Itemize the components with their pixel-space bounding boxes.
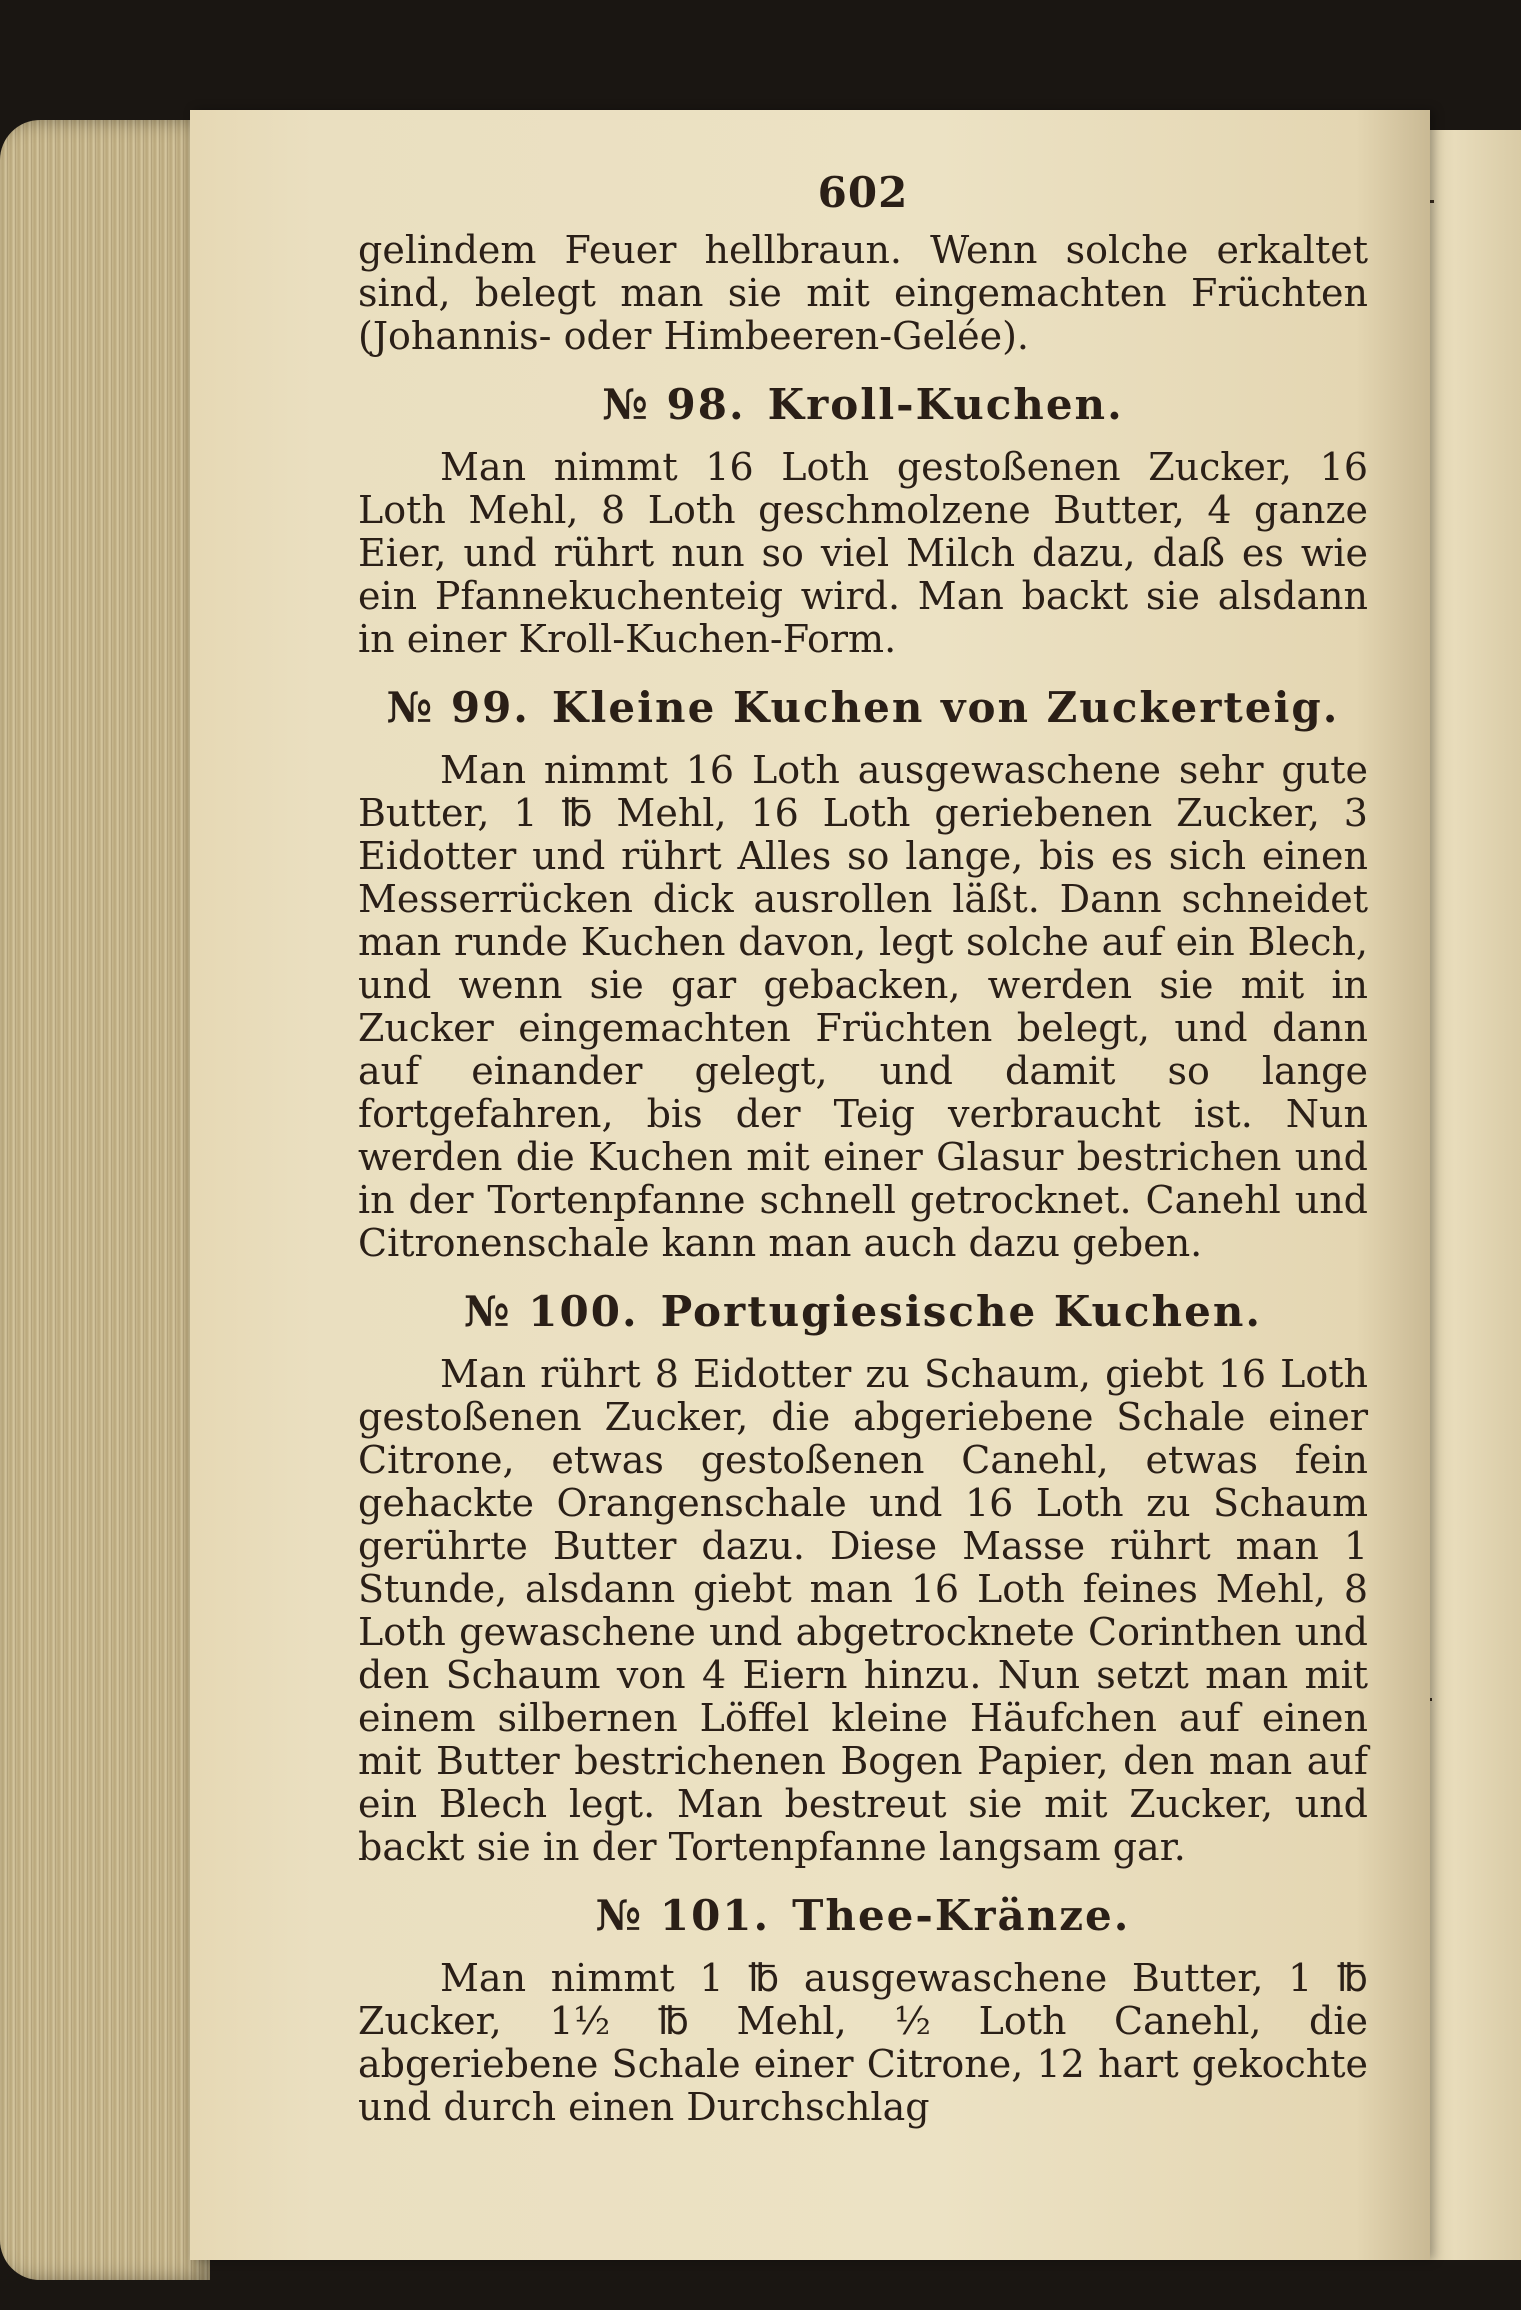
recipe-heading-99 [358,683,1368,733]
recipe-number: № 98. [602,380,746,429]
recipe-title: Kleine Kuchen von Zuckerteig. [551,683,1340,732]
recipe-number: № 101. [595,1891,771,1940]
book-page-edges [0,120,210,2280]
recipe-number: № 99. [386,683,530,732]
recipe-title: Kroll-Kuchen. [767,380,1124,429]
page-text [358,168,1368,2129]
recipe-body-100: Man rührt 8 Eidotter zu Schaum, giebt 16 Loth gestoßenen Zucker, die abgeriebene Schale einer Citrone, etwas gestoßenen Canehl, etwas fein gehackte Orangenschale und 16 Loth zu Schaum gerührte Butter dazu. Diese Masse rührt man 1 Stunde, alsdann giebt man 16 Loth feines Mehl, 8 Loth gewaschene und abgetrocknete Corinthen und den Schaum von 4 Eiern hinzu. Nun setzt man mit einem silbernen Löffel kleine Häufchen auf einen mit Butter bestrichenen Bogen Papier, den man auf ein Blech legt. Man bestreut sie mit Zucker, und backt sie in der Tortenpfanne langsam gar. [358,1352,1368,1869]
recipe-title: Thee-Kränze. [792,1891,1131,1940]
recipe-title: Portugiesische Kuchen. [660,1287,1262,1336]
page-number: 602 [817,168,909,217]
paragraph-continued: gelindem Feuer hellbraun. Wenn solche erkaltet sind, belegt man sie mit eingemachten Früchten (Johannis- oder Himbeeren-Gelée). [358,228,1368,358]
recipe-number: № 100. [464,1287,639,1336]
recipe-heading-101 [358,1891,1368,1941]
recipe-body-99: Man nimmt 16 Loth ausgewaschene sehr gute Butter, 1 ℔ Mehl, 16 Loth geriebenen Zucker, 3 Eidotter und rührt Alles so lange, bis es sich einen Messerrücken dick ausrollen läßt. Dann schneidet man runde Kuchen davon, legt solche auf ein Blech, und wenn sie gar gebacken, werden sie mit in Zucker eingemachten Früchten belegt, und dann auf einander gelegt, und damit so lange fortgefahren, bis der Teig verbraucht ist. Nun werden die Kuchen mit einer Glasur bestrichen und in der Tortenpfanne schnell getrocknet. Canehl und Citronenschale kann man auch dazu geben. [358,748,1368,1265]
recipe-heading-98 [358,380,1368,430]
recipe-heading-100 [358,1287,1368,1337]
recipe-body-98: Man nimmt 16 Loth gestoßenen Zucker, 16 Loth Mehl, 8 Loth geschmolzene Butter, 4 ganze Eier, und rührt nun so viel Milch dazu, daß es wie ein Pfannekuchenteig wird. Man backt sie alsdann in einer Kroll-Kuchen-Form. [358,445,1368,661]
recipe-body-101: Man nimmt 1 ℔ ausgewaschene Butter, 1 ℔ Zucker, 1½ ℔ Mehl, ½ Loth Canehl, die abgeriebene Schale einer Citrone, 12 hart gekochte und durch einen Durchschlag [358,1956,1368,2129]
